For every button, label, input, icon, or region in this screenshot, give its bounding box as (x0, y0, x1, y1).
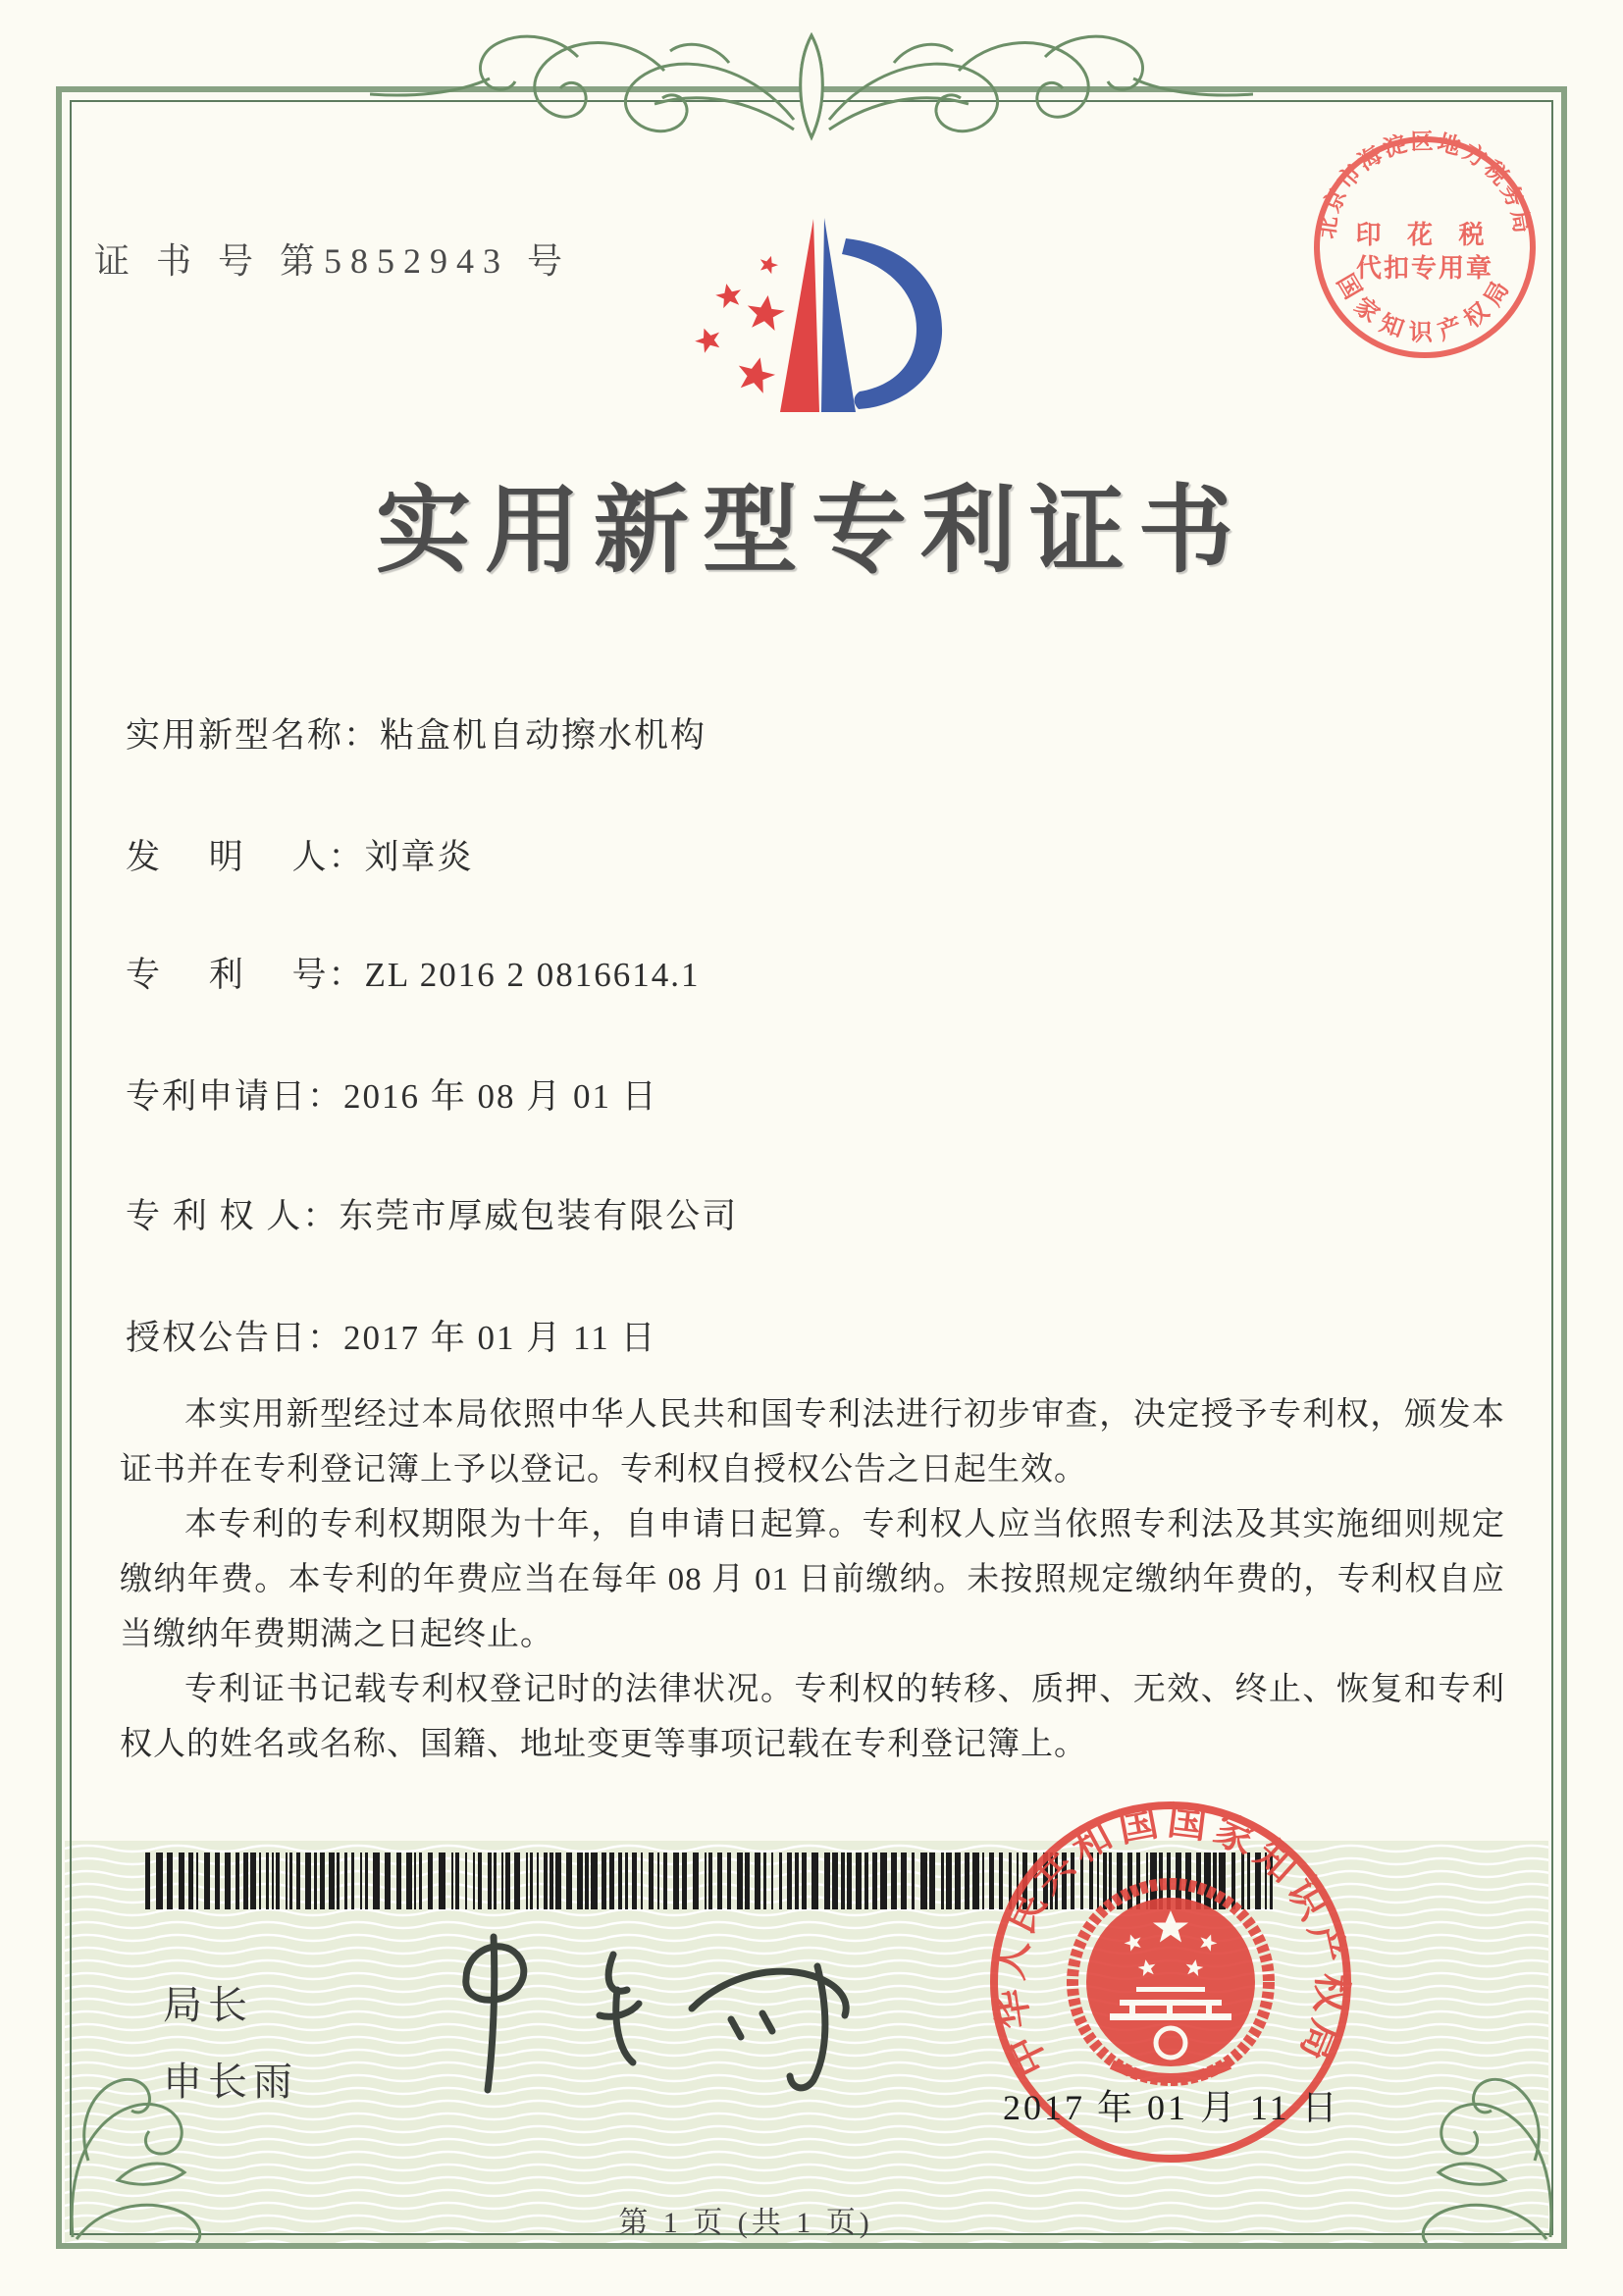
page-footer: 第 1 页 (共 1 页) (618, 2207, 873, 2239)
cnipa-logo (677, 191, 962, 437)
field-row-inventor (126, 830, 1499, 879)
top-ornament (370, 0, 1253, 149)
tax-stamp-arc-top: 北京市海淀区地方税务局 (1314, 129, 1536, 240)
field-row-filing-date (126, 1070, 1499, 1119)
field-row-patent-no (126, 948, 1499, 997)
field-label: 专利申请日： (126, 1077, 344, 1116)
corner-flourish-right (1338, 2041, 1564, 2243)
director-name: 申长雨 (163, 2060, 298, 2104)
logo-red-wedge (780, 219, 819, 412)
body-paragraph: 本实用新型经过本局依照中华人民共和国专利法进行初步审查，决定授予专利权，颁发本证书并在专利登记簿上予以登记。专利权自授权公告之日起生效。 (120, 1397, 1505, 1487)
field-value: ZL 2016 2 0816614.1 (364, 956, 701, 994)
tax-stamp-line1: 印 花 税 (1355, 221, 1494, 249)
tax-stamp-line2: 代扣专用章 (1355, 254, 1494, 283)
national-emblem (1073, 1884, 1269, 2080)
field-label: 发 明 人： (126, 838, 365, 876)
certificate-title: 实用新型专利证书 (376, 479, 1247, 584)
field-label: 实用新型名称： (126, 716, 381, 755)
body-paragraph: 本专利的专利权期限为十年，自申请日起算。专利权人应当依照专利法及其实施细则规定缴纳年费。本专利的年费应当在每年 08 月 01 日前缴纳。未按照规定缴纳年费的，专利权自应当缴纳年费期满之日起终止。 (120, 1507, 1505, 1652)
director-signature (407, 1925, 859, 2107)
logo-blue-p (842, 238, 942, 409)
seal-date: 2017 年 01 月 11 日 (1003, 2088, 1340, 2127)
field-label: 专 利 号： (126, 956, 365, 994)
seal-arc-text: 中华人民共和国国家知识产权局 (986, 1798, 1355, 2083)
logo-stars (692, 253, 787, 395)
field-value: 2016 年 08 月 01 日 (343, 1077, 658, 1116)
certificate-number: 证 书 号 第5852943 号 (94, 241, 572, 281)
field-label: 授权公告日： (126, 1319, 344, 1357)
body-text (120, 1387, 1505, 1772)
tax-stamp (1297, 120, 1552, 375)
field-row-grant-date (126, 1311, 1499, 1360)
field-value: 粘盒机自动擦水机构 (380, 716, 707, 755)
field-row-name (126, 708, 1499, 757)
director-title: 局长 (163, 1983, 253, 2027)
field-row-patentee (126, 1189, 1499, 1238)
tax-stamp-arc-bottom: 国家知识产权局 (1331, 270, 1519, 346)
field-value: 刘章炎 (364, 838, 474, 876)
field-label: 专 利 权 人： (126, 1197, 340, 1235)
field-value: 东莞市厚威包装有限公司 (339, 1197, 739, 1235)
body-paragraph: 专利证书记载专利权登记时的法律状况。专利权的转移、质押、无效、终止、恢复和专利权人的姓名或名称、国籍、地址变更等事项记载在专利登记簿上。 (120, 1672, 1505, 1762)
field-value: 2017 年 01 月 11 日 (343, 1319, 657, 1357)
